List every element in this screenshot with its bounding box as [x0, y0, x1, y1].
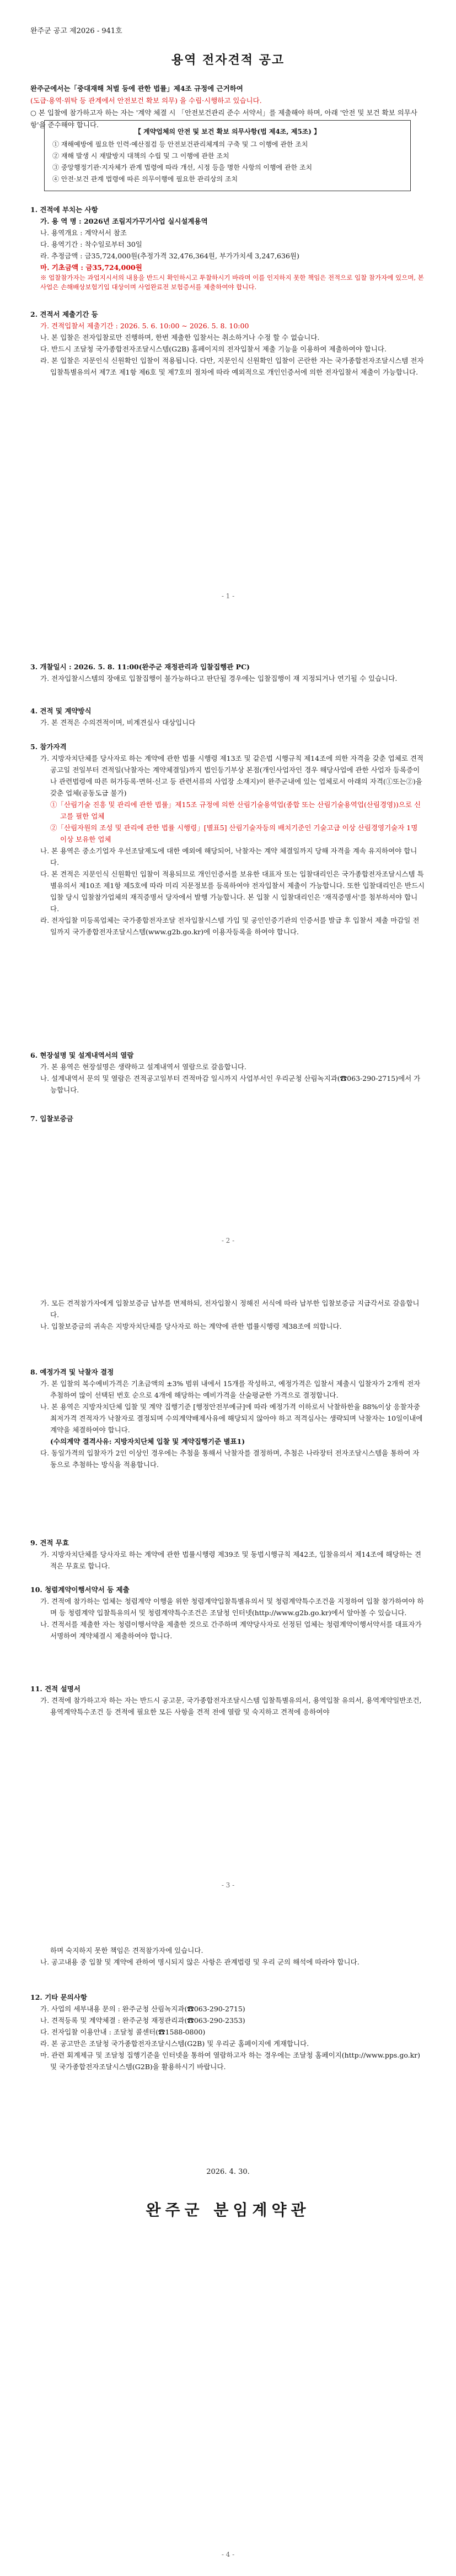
section-10-b: 나. 견적서를 제출한 자는 청렴이행서약을 제출한 것으로 간주하며 계약당사자로 선정된 업체는 청렴계약이행서약서를 대표자가 서명하여 계약체결시 제출하여야 합니다.: [40, 1620, 422, 1640]
section-9-a: 가. 지방자치단체를 당사자로 하는 계약에 관한 법률시행령 제39조 및 동법시행규칙 제42조, 입찰유의서 제14조에 해당하는 견적은 무효로 합니다.: [40, 1550, 421, 1570]
section-7-heading: 7. 입찰보증금: [30, 1114, 73, 1123]
section-6-b: 나. 설계내역서 문의 및 열람은 견적공고일부터 견적마감 일시까지 사업부서인 우리군청 산림녹지과(☎063-290-2715)에서 가능합니다.: [40, 1074, 421, 1094]
section-3-a: 가. 전자입찰시스템의 장애로 입찰집행이 불가능하다고 판단될 경우에는 입찰집행이 재 지정되거나 연기될 수 있습니다.: [40, 674, 398, 683]
section-11-cont: 하며 숙지하지 못한 책임은 견적참가자에 있습니다.: [50, 1946, 203, 1955]
page-number: - 2 -: [221, 1237, 235, 1244]
section-11-a: 가. 견적에 참가하고자 하는 자는 반드시 공고문, 국가종합전자조달시스템 입찰특별유의서, 용역입찰 유의서, 용역계약일반조건, 용역계약특수조건 등 견적에 필요한 모든 사항을 견적 전에 열람 및 숙지하고 견적에 응하여야: [40, 1696, 422, 1716]
section-2: [30, 309, 426, 378]
obligation-item: ② 재해 발생 시 재발방지 대책의 수립 및 그 이행에 관한 조치: [52, 152, 229, 160]
notice-number: 완주군 공고 제2026 - 941호: [30, 27, 122, 35]
section-2-d: 라. 본 입찰은 지문인식 신원확인 입찰이 적용됩니다. 다만, 지문인식 신원확인 입찰이 곤란한 자는 국가종합전자조달시스템 전자입찰특별유의서 제7조 제1항 제6호 및 제7호의 절차에 따라 예외적으로 개인인증서에 의한 전자입찰서 제출이 가능합니다.: [40, 356, 424, 376]
section-5-c: 다. 본 견적은 지문인식 신원확인 입찰이 적용되므로 개인인증서를 보유한 대표자 또는 입찰대리인은 국가종합전자조달시스템 특별유의서 제10조 제1항 제5호에 따라 미리 지문정보를 등록하여야 전자입찰서 제출이 가능합니다. 또한 입찰대리인은 반드시 입찰 당시 입찰참가업체의 재직증명서 당자에서 발행 가능합니다. 본 입찰 시 입찰대리인은 '재직증명서'를 첨부하셔야 합니다.: [40, 870, 425, 913]
section-8: [30, 1366, 426, 1470]
section-7-a: 가. 모든 견적참가자에게 입찰보증금 납부를 면제하되, 전자입찰시 정해진 서식에 따라 납부한 입찰보증금 지급각서로 갈음합니다.: [40, 1299, 420, 1319]
section-3: [30, 661, 426, 684]
section-8-d: 다. 동일가격의 입찰자가 2인 이상인 경우에는 추첨을 통해서 낙찰자를 결정하며, 추첨은 나라장터 전자조달시스템을 통하여 자동으로 추첨하는 방식을 적용합니다.: [40, 1449, 420, 1469]
page-number: - 4 -: [221, 2551, 235, 2558]
section-1-heading: 1. 견적에 부치는 사항: [30, 205, 98, 214]
section-3-heading: 3. 개찰일시 : 2026. 5. 8. 11:00(완주군 재정관리과 입찰집행관 PC): [30, 663, 250, 671]
obligation-item: ③ 중앙행정기관·지자체가 관계 법령에 따라 개선, 시정 등을 명한 사항의 이행에 관한 조치: [52, 164, 313, 171]
section-5-a: 가. 지방자치단체를 당사자로 하는 계약에 관한 법률 시행령 제13조 및 같은법 시행규칙 제14조에 의한 자격을 갖춘 업체로 견적공고일 전일부터 견적일(낙찰자는 계약체결일)까지 법인등기부상 본점(개인사업자인 경우 해당사업에 관한 사업자 등록증이나 관련법령에 따른 허가등록·면허·신고 등 관련서류의 사업장 소재지)이 완주군내에 있는 업체로서 아래의 자격(①또는②)을 갖춘 업체(공동도급 불가): [40, 754, 424, 797]
section-7: [30, 1113, 426, 1124]
intro-line-2: ○ 본 입찰에 참가하고자 하는 자는 '계약 체결 시 「안전보건관리 준수 서약서」를 제출해야 하며, 아래 '안전 및 보건 확보 의무사항'을 준수해야 합니다.: [30, 109, 417, 129]
page-number: - 1 -: [221, 592, 235, 600]
section-11-continued: [30, 1945, 426, 1968]
section-9-heading: 9. 견적 무효: [30, 1539, 69, 1547]
notice-date: 2026. 4. 30.: [206, 2168, 250, 2176]
section-5-d: 라. 전자입찰 미등록업체는 국가종합전자조달 전자입찰시스템 가입 및 공인인증기관의 인증서를 발급 후 입찰서 제출 마감일 전일까지 국가종합전자조달시스템(www.g2b.go.kr)에 이용자등록을 하여야 합니다.: [40, 916, 420, 936]
section-7-b: 나. 입찰보증금의 귀속은 지방자치단체를 당사자로 하는 계약에 관한 법률시행령 제38조에 의합니다.: [40, 1322, 342, 1330]
section-6: [30, 1049, 426, 1096]
section-4-a: 가. 본 견적은 수의견적이며, 비계견실사 대상입니다: [40, 718, 196, 727]
section-10-heading: 10. 청렴계약이행서약서 등 제출: [30, 1585, 130, 1594]
contact-callcenter: 다. 전자입찰 이용안내 : 조달청 콜센터(☎1588-0800): [40, 2028, 206, 2036]
base-amount: 마. 기초금액 : 금35,724,000원: [40, 263, 142, 272]
intro-line-1b: (도급·용역·위탁 등 관계에서 안전보건 확보 의무) 을 수립·시행하고 있습니다.: [30, 96, 262, 105]
service-period: 다. 용역기간 : 착수일로부터 30일: [40, 240, 142, 248]
section-8-heading: 8. 예정가격 및 낙찰자 결정: [30, 1368, 114, 1376]
obligations-box: [44, 120, 411, 191]
section-4-heading: 4. 견적 및 계약방식: [30, 707, 92, 715]
qualification-2: ②「산림자원의 조성 및 관리에 관한 법률 시행령」[별표5] 산림기술자등의 배치기준인 기술고급 이상 산림경영기술자 1명 이상 보유한 업체: [50, 824, 418, 843]
section-12: [30, 1991, 426, 2072]
signature: 완주군 분임계약관: [146, 2201, 310, 2219]
section-11: [30, 1683, 426, 1718]
section-9: [30, 1537, 426, 1572]
obligation-item: ① 재해예방에 필요한 인력·예산점검 등 안전보건관리체계의 구축 및 그 이행에 관한 조치: [52, 140, 308, 148]
contact-business: 가. 사업의 세부내용 문의 : 완주군청 산림녹지과(☎063-290-2715): [40, 2005, 245, 2013]
section-5: [30, 741, 426, 938]
qualification-1: ①「산림기술 진흥 및 관리에 관한 법률」제15조 규정에 의한 산림기술용역업(종합 또는 산림기술용역업(산림경영))으로 신고를 필한 업체: [50, 800, 421, 820]
estimated-amount: 라. 추정금액 : 금35,724,000원(추정가격 32,476,364원, 부가가치세 3,247,636원): [40, 252, 299, 260]
obligation-item: ④ 안전·보건 관계 법령에 따른 의무이행에 필요한 관리상의 조치: [52, 175, 238, 183]
section-5-b: 나. 본 용역은 중소기업자 우선조달제도에 대한 예외에 해당되어, 낙찰자는 계약 체결일까지 당해 자격을 계속 유지하여야 합니다.: [40, 847, 417, 867]
section-7-continued: [30, 1297, 426, 1332]
section-8-c: (수의계약 결격사유: 지방자치단체 입찰 및 계약집행기준 별표1): [50, 1437, 245, 1446]
section-11-b: 나. 공고내용 중 입찰 및 계약에 관하여 명시되지 않은 사항은 관계법령 및 우리 군의 해석에 따라야 합니다.: [40, 1958, 360, 1966]
contact-contract: 나. 견적등록 및 계약체결 : 완주군청 재정관리과(☎063-290-2353): [40, 2016, 245, 2025]
section-1: [30, 204, 426, 292]
section-5-heading: 5. 참가자격: [30, 743, 67, 751]
section-12-d: 라. 본 공고만은 조달청 국가종합전자조달시스템(G2B) 및 우리군 홈페이지에 게재합니다.: [40, 2039, 309, 2048]
section-8-a: 가. 본 입찰의 복수예비가격은 기초금액의 ±3% 범위 내에서 15개를 작성하고, 예정가격은 입찰서 제출시 입찰자가 2개씩 전자 추첨하여 많이 선택된 번호 순으로 4개에 해당하는 예비가격을 산술평균한 가격으로 결정합니다.: [40, 1379, 421, 1399]
section-6-heading: 6. 현장설명 및 설계내역서의 열람: [30, 1051, 134, 1059]
section-1-note: ※ 업찰참가자는 과업지시서의 내용을 반드시 확인하시고 투찰하시기 바라며 이를 인지하지 못한 책임은 전적으로 입찰 참가자에 있으며, 본 사업은 손해배상보험기입 대상이며 사업완료전 보험증서를 제출하여야 합니다.: [40, 274, 424, 291]
section-8-b: 나. 본 용역은 지방자치단체 입찰 및 계약 집행기준 [행정안전부예규]에 따라 예정가격 이하로서 낙찰하한율 88%이상 응찰자중 최저가격 견적자가 낙찰자로 결정되며 수의계약배제사유에 해당되지 않아야 하고 적격심사는 생략되며 낙찰자는 10일이내에 계약을 체결하여야 합니다.: [40, 1403, 423, 1434]
service-name: 가. 용 역 명 : 2026년 조림지가꾸기사업 실시설계용역: [40, 217, 208, 225]
section-4: [30, 705, 426, 728]
section-12-heading: 12. 기타 문의사항: [30, 1993, 87, 2001]
page-title: 용역 전자견적 공고: [171, 53, 285, 67]
intro-line-1a: 완주군에서는「중대재해 처벌 등에 관한 법률」제4조 규정에 근거하여: [30, 84, 243, 93]
page-number: - 3 -: [221, 1881, 235, 1889]
section-10-a: 가. 견적에 참가하는 업체는 청렴계약 이행을 위한 청렴계약입찰특별유의서 및 청렴계약특수조건을 지정하여 입찰 참가하여야 하며 등 청렴계약 입찰특유의서 및 청렴계약특수조건은 조달청 인터넷(http://www.g2b.go.kr)에서 알아볼 수 있습니다.: [40, 1597, 424, 1617]
submission-period: 가. 견적입찰서 제출기간 : 2026. 5. 6. 10:00 ~ 2026. 5. 8. 10:00: [40, 322, 249, 330]
section-12-e: 마. 관련 회계제규 및 조달청 집행기준을 인터넷을 통하여 열람하고자 하는 경우에는 조달청 홈페이지(http://www.pps.go.kr) 및 국가종합전자조달시스템(G2B)을 활용하시기 바랍니다.: [40, 2051, 421, 2071]
service-overview: 나. 용역개요 : 계약서서 참조: [40, 229, 127, 237]
section-2-c: 다. 반드시 조달청 국가종합전자조달시스템(G2B) 홈페이지의 전자입찰서 제출 기능을 이용하여 제출하여야 합니다.: [40, 345, 387, 353]
section-6-a: 가. 본 용역은 현장설명은 생략하고 설계내역서 열람으로 갈음합니다.: [40, 1063, 246, 1071]
section-10: [30, 1584, 426, 1642]
section-2-heading: 2. 견적서 제출기간 등: [30, 310, 98, 318]
obligations-title: 【 계약업체의 안전 및 보건 확보 의무사항(법 제4조, 제5조) 】: [134, 128, 321, 136]
section-2-b: 나. 본 입찰은 전자입찰로만 진행하며, 한번 제출한 입찰서는 취소하거나 수정 할 수 없습니다.: [40, 333, 320, 342]
section-11-heading: 11. 견적 설명서: [30, 1685, 81, 1693]
